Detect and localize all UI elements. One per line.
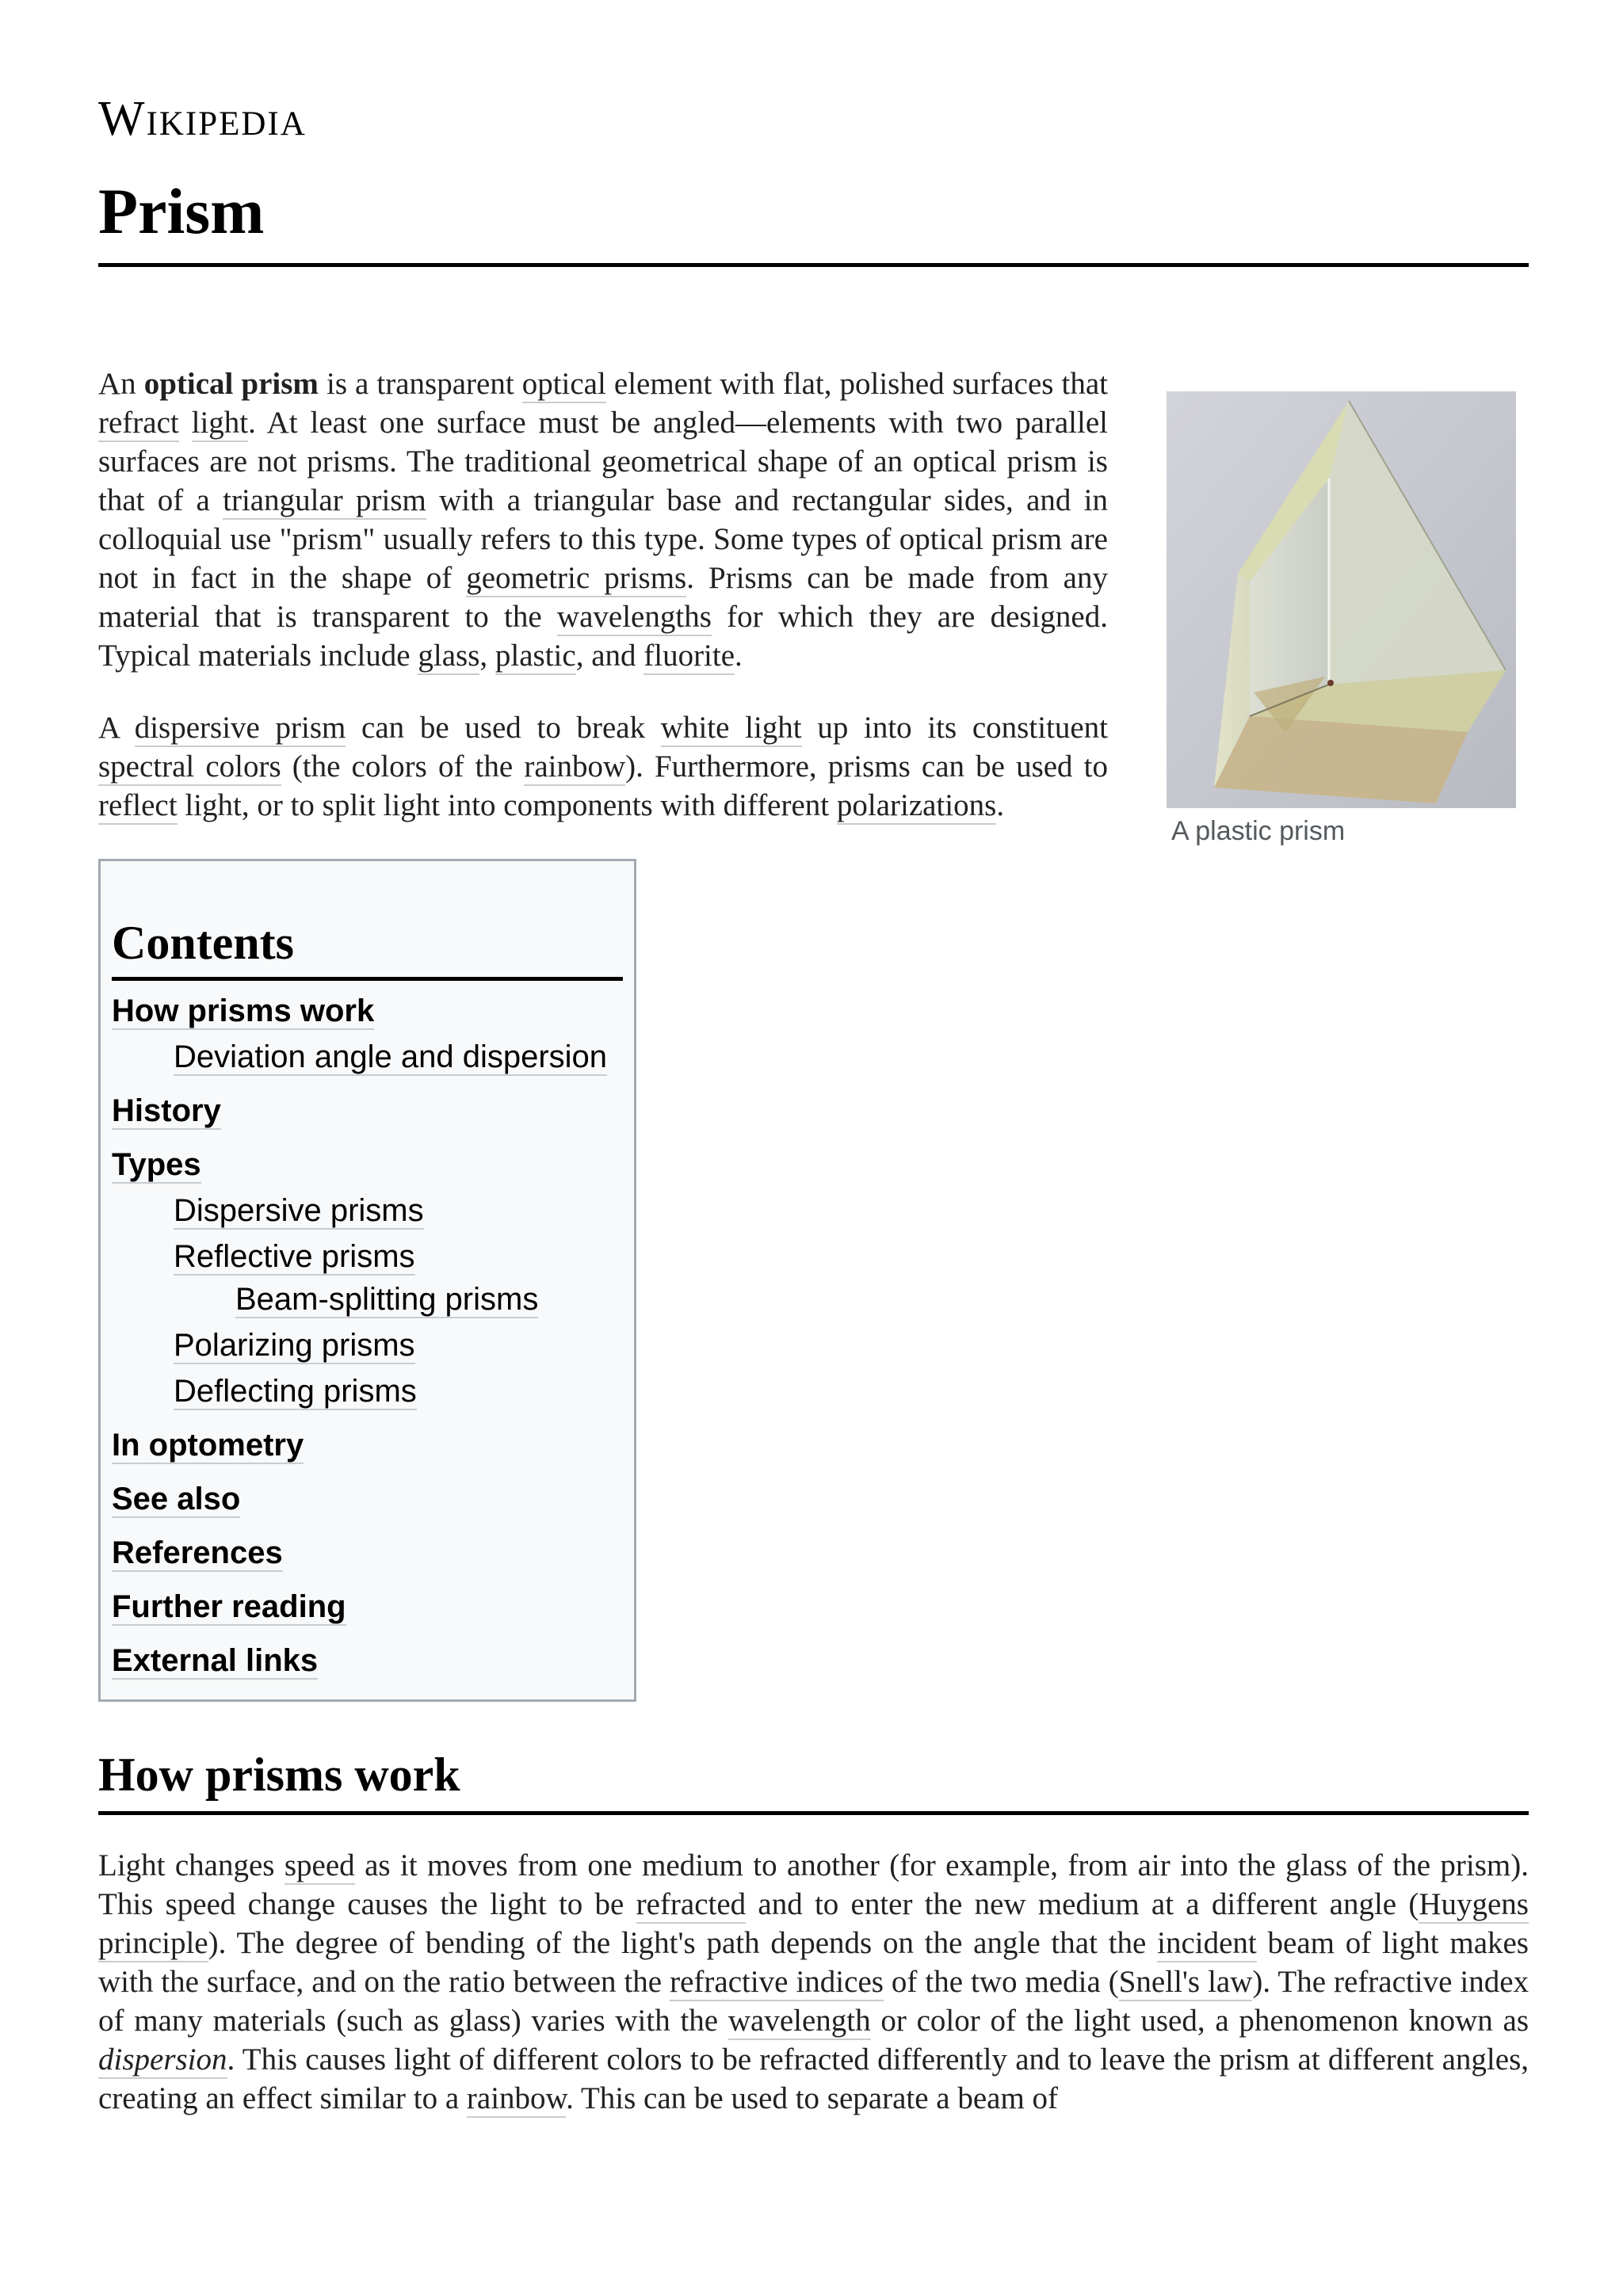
toc-item: [112, 1586, 623, 1627]
toc-link-deflecting-prisms[interactable]: Deflecting prisms: [174, 1374, 417, 1409]
toc-link-how-prisms-work[interactable]: How prisms work: [112, 994, 375, 1028]
toc-item: [112, 1640, 623, 1681]
toc-link-in-optometry[interactable]: In optometry: [112, 1428, 304, 1463]
toc-item: [112, 990, 623, 1032]
link-polarizations[interactable]: polarizations: [837, 788, 996, 825]
link-dispersive-prism[interactable]: dispersive prism: [135, 711, 346, 747]
intro-section: [98, 364, 1108, 858]
link-rainbow-2[interactable]: rainbow: [467, 2081, 566, 2118]
toc-link-deviation-angle[interactable]: Deviation angle and dispersion: [174, 1039, 608, 1074]
link-plastic[interactable]: plastic: [495, 639, 576, 675]
link-geometric-prisms[interactable]: geometric prisms: [466, 561, 686, 597]
intro-paragraph-2: A dispersive prism can be used to break white light up into its constituent spectral colors (the colors of the rainbow). Furthermore, prisms can be used to reflect light, or to split light into components with different polarizations.: [98, 708, 1108, 825]
toc-link-reflective-prisms[interactable]: Reflective prisms: [174, 1239, 415, 1274]
link-refracted[interactable]: refracted: [636, 1887, 747, 1924]
toc-link-polarizing-prisms[interactable]: Polarizing prisms: [174, 1328, 415, 1363]
toc-item: [112, 1532, 623, 1573]
link-snells-law[interactable]: Snell's law: [1119, 1965, 1253, 2001]
wikipedia-wordmark[interactable]: Wikipedia: [98, 92, 307, 146]
link-spectral-colors[interactable]: spectral colors: [98, 749, 281, 786]
link-optical[interactable]: optical: [522, 367, 606, 403]
toc-item: [112, 1478, 623, 1520]
toc-link-history[interactable]: History: [112, 1093, 221, 1128]
section-paragraph: Light changes speed as it moves from one medium to another (for example, from air into the glass of the prism). This speed change causes the light to be refracted and to enter the new medium at a different angle (Huygens principle). The degree of bending of the light's path depends on the angle that the incident beam of light makes with the surface, and on the ratio between the refractive indices of the two media (Snell's law). The refractive index of many materials (such as glass) varies with the wavelength or color of the light used, a phenomenon known as dispersion. This causes light of different colors to be refracted differently and to leave the prism at different angles, creating an effect similar to a rainbow. This can be used to separate a beam of: [98, 1846, 1529, 2118]
page-title: Prism: [98, 168, 1529, 267]
link-wavelength[interactable]: wavelength: [728, 2004, 871, 2040]
toc-link-external-links[interactable]: External links: [112, 1643, 319, 1678]
link-huygens-principle[interactable]: Huygens principle: [98, 1887, 1529, 1962]
link-incident[interactable]: incident: [1157, 1926, 1257, 1962]
section-heading-how-prisms-work: How prisms work: [98, 1743, 1529, 1815]
link-fluorite[interactable]: fluorite: [643, 639, 735, 675]
toc-item: [112, 1036, 623, 1077]
intro-paragraph-1: An optical prism is a transparent optical element with flat, polished surfaces that refract light. At least one surface must be angled—elements with two parallel surfaces are not prisms. The traditional geometrical shape of an optical prism is that of a triangular prism with a triangular base and rectangular sides, and in colloquial use "prism" usually refers to this type. Some types of optical prism are not in fact in the shape of geometric prisms. Prisms can be made from any material that is transparent to the wavelengths for which they are designed. Typical materials include glass, plastic, and fluorite.: [98, 364, 1108, 675]
toc-title: Contents: [112, 915, 623, 981]
toc-item: [112, 1425, 623, 1466]
table-of-contents: [98, 859, 636, 1702]
link-wavelengths[interactable]: wavelengths: [557, 600, 712, 636]
toc-item: [112, 1144, 623, 1185]
link-glass[interactable]: glass: [418, 639, 479, 675]
toc-item: [112, 1279, 623, 1320]
toc-item: [112, 1190, 623, 1231]
link-triangular-prism[interactable]: triangular prism: [223, 483, 426, 520]
toc-item: [112, 1090, 623, 1131]
toc-link-types[interactable]: Types: [112, 1147, 201, 1182]
toc-item: [112, 1236, 623, 1277]
link-refractive-indices[interactable]: refractive indices: [670, 1965, 884, 2001]
plastic-prism-image[interactable]: [1167, 391, 1516, 808]
section-how-prisms-work-body: [98, 1846, 1529, 2151]
toc-item: [112, 1371, 623, 1412]
link-refract[interactable]: refract: [98, 406, 179, 442]
link-white-light[interactable]: white light: [661, 711, 802, 747]
link-speed[interactable]: speed: [285, 1848, 355, 1885]
toc-link-beam-splitting-prisms[interactable]: Beam-splitting prisms: [235, 1282, 539, 1317]
link-dispersion[interactable]: dispersion: [98, 2042, 227, 2079]
toc-link-see-also[interactable]: See also: [112, 1482, 241, 1516]
toc-list: [112, 990, 623, 1681]
toc-link-dispersive-prisms[interactable]: Dispersive prisms: [174, 1193, 424, 1228]
toc-link-further-reading[interactable]: Further reading: [112, 1589, 346, 1624]
bold-term: optical prism: [143, 367, 319, 401]
link-rainbow[interactable]: rainbow: [524, 749, 625, 786]
toc-link-references[interactable]: References: [112, 1535, 283, 1570]
link-reflect[interactable]: reflect: [98, 788, 178, 825]
figure-caption: A plastic prism: [1171, 816, 1346, 846]
toc-item: [112, 1325, 623, 1366]
link-light[interactable]: light: [192, 406, 249, 442]
infobox-figure: [1167, 391, 1516, 847]
